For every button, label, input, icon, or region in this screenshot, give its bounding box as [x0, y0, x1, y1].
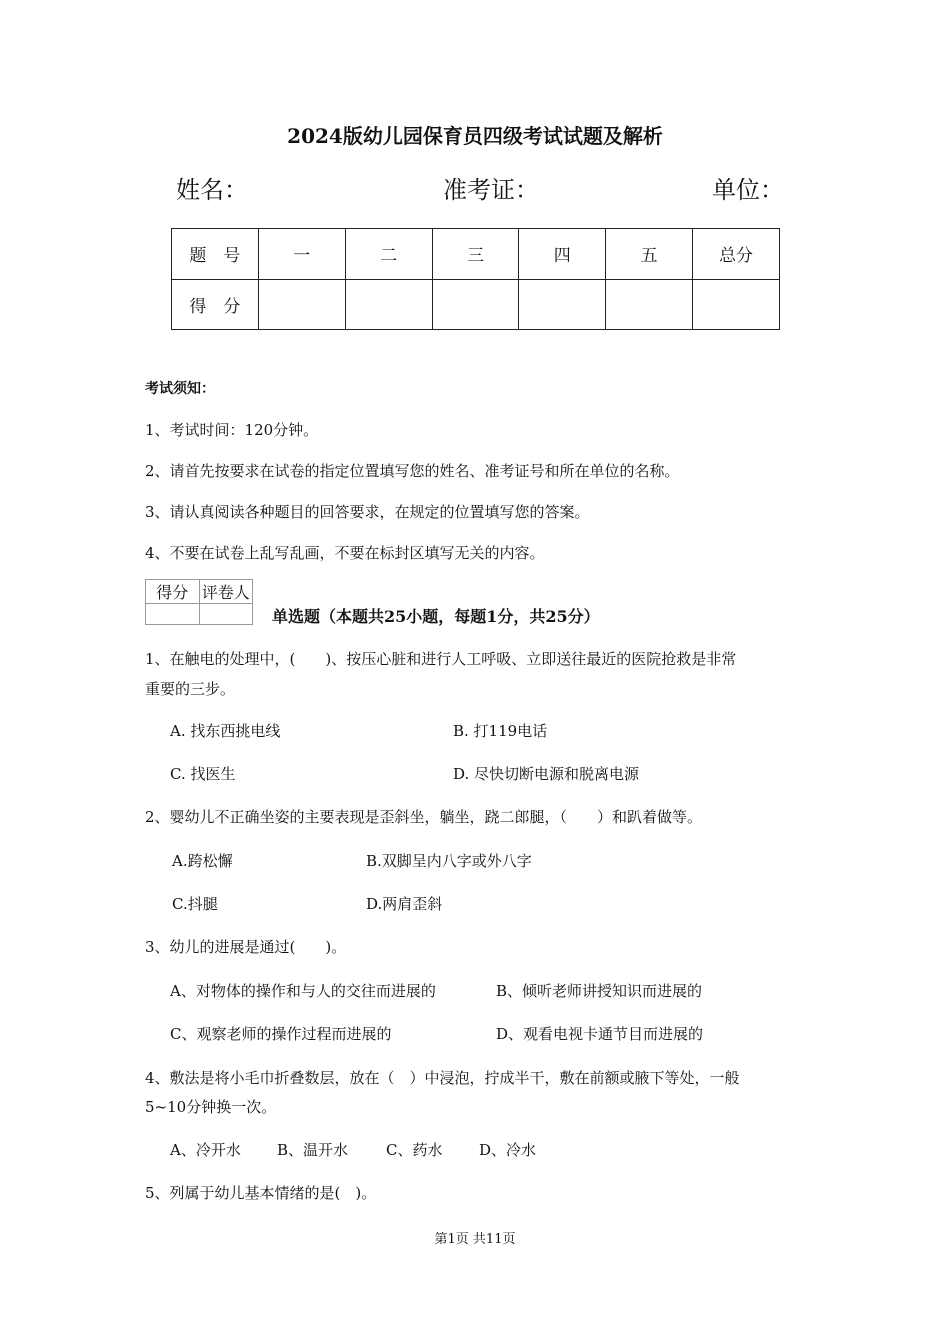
score-header-2: 二	[345, 229, 432, 280]
score-header-4: 四	[519, 229, 606, 280]
grader-score-cell[interactable]	[146, 604, 200, 625]
grader-box	[145, 579, 253, 625]
question-4-option-a[interactable]: A、冷开水	[170, 1141, 241, 1159]
question-3-option-c[interactable]: C、观察老师的操作过程而进展的	[170, 1025, 392, 1043]
question-1-option-d[interactable]: D. 尽快切断电源和脱离电源	[453, 765, 640, 783]
score-header-3: 三	[432, 229, 519, 280]
score-header-label: 题 号	[172, 229, 259, 280]
grader-name-cell[interactable]	[199, 604, 253, 625]
question-4-text-cont: 5~10分钟换一次。	[145, 1098, 277, 1116]
score-header-total: 总分	[693, 229, 780, 280]
question-1-text: 1、在触电的处理中，( )、按压心脏和进行人工呼吸、立即送往最近的医院抢救是非常	[145, 650, 737, 668]
question-3-option-b[interactable]: B、倾听老师讲授知识而进展的	[496, 982, 703, 1000]
question-1-text-cont: 重要的三步。	[145, 680, 236, 698]
score-table	[171, 228, 780, 330]
notice-item: 4、不要在试卷上乱写乱画，不要在标封区填写无关的内容。	[145, 544, 545, 562]
score-row-label: 得 分	[172, 279, 259, 330]
score-cell-4[interactable]	[519, 279, 606, 330]
section-title: 单选题（本题共25小题，每题1分，共25分）	[272, 607, 600, 626]
grader-score-label: 得分	[146, 580, 200, 604]
score-cell-1[interactable]	[258, 279, 345, 330]
question-4-option-c[interactable]: C、药水	[386, 1141, 443, 1159]
notice-item: 1、考试时间：120分钟。	[145, 421, 319, 439]
unit-field-label: 单位：	[712, 176, 784, 204]
question-4-option-d[interactable]: D、冷水	[479, 1141, 537, 1159]
question-1-option-b[interactable]: B. 打119电话	[453, 722, 548, 740]
score-table-header-row	[172, 229, 780, 280]
grader-name-label: 评卷人	[199, 580, 253, 604]
name-field-label: 姓名：	[176, 176, 248, 204]
score-header-5: 五	[606, 229, 693, 280]
question-2-option-b[interactable]: B.双脚呈内八字或外八字	[366, 852, 532, 870]
question-1-option-c[interactable]: C. 找医生	[170, 765, 236, 783]
notice-item: 2、请首先按要求在试卷的指定位置填写您的姓名、准考证号和所在单位的名称。	[145, 462, 680, 480]
page-title: 2024版幼儿园保育员四级考试试题及解析	[287, 124, 663, 148]
score-cell-2[interactable]	[345, 279, 432, 330]
page-footer: 第1页 共11页	[434, 1232, 516, 1247]
notice-item: 3、请认真阅读各种题目的回答要求，在规定的位置填写您的答案。	[145, 503, 590, 521]
question-2-text: 2、婴幼儿不正确坐姿的主要表现是歪斜坐，躺坐，跷二郎腿，（ ）和趴着做等。	[145, 808, 703, 826]
score-table-score-row	[172, 279, 780, 330]
question-2-option-a[interactable]: A.跨松懈	[172, 852, 233, 870]
score-cell-3[interactable]	[432, 279, 519, 330]
notice-heading: 考试须知：	[145, 381, 215, 397]
exam-id-field-label: 准考证：	[443, 176, 539, 204]
question-3-text: 3、幼儿的进展是通过( )。	[145, 938, 347, 956]
question-2-option-c[interactable]: C.抖腿	[172, 895, 218, 913]
score-cell-total[interactable]	[693, 279, 780, 330]
question-5-text: 5、列属于幼儿基本情绪的是( )。	[145, 1184, 377, 1202]
question-3-option-a[interactable]: A、对物体的操作和与人的交往而进展的	[170, 982, 436, 1000]
question-1-option-a[interactable]: A. 找东西挑电线	[170, 722, 281, 740]
question-4-text: 4、敷法是将小毛巾折叠数层，放在（ ）中浸泡，拧成半干，敷在前额或腋下等处，一般	[145, 1069, 740, 1087]
score-header-1: 一	[258, 229, 345, 280]
question-3-option-d[interactable]: D、观看电视卡通节目而进展的	[496, 1025, 704, 1043]
question-4-option-b[interactable]: B、温开水	[277, 1141, 349, 1159]
question-2-option-d[interactable]: D.两肩歪斜	[366, 895, 443, 913]
score-cell-5[interactable]	[606, 279, 693, 330]
